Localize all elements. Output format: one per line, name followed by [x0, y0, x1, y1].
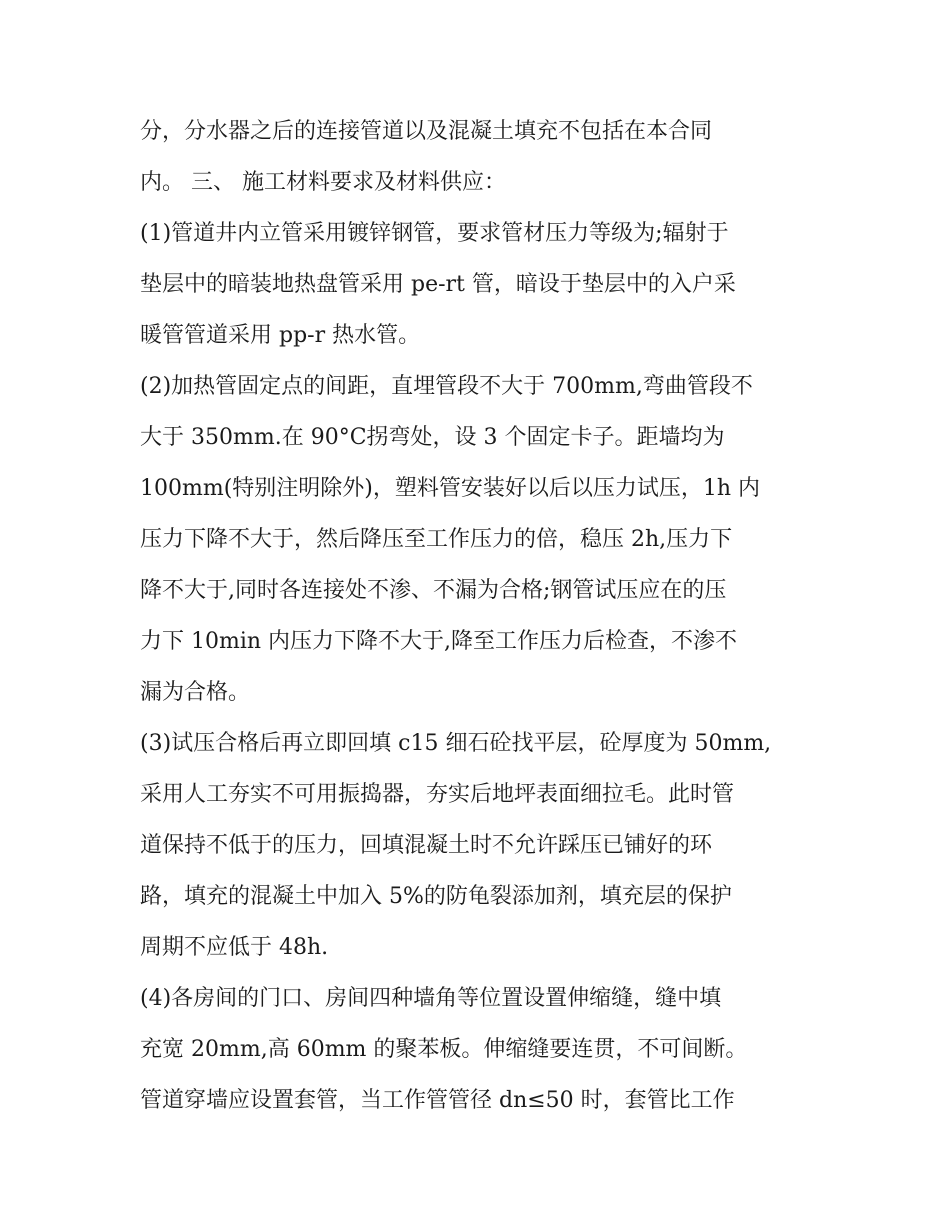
text-line: 管道穿墙应设置套管，当工作管管径 dn≤50 时，套管比工作 [140, 1088, 735, 1113]
text-line: 道保持不低于的压力，回填混凝土时不允许踩压已铺好的环 [140, 833, 713, 858]
text-line: 大于 350mm.在 90°C拐弯处，设 3 个固定卡子。距墙均为 [140, 425, 725, 450]
text-line: 漏为合格。 [140, 680, 251, 705]
text-line: (3)试压合格后再立即回填 c15 细石砼找平层，砼厚度为 50mm, [140, 731, 772, 756]
text-line: (4)各房间的门口、房间四种墙角等位置设置伸缩缝，缝中填 [140, 986, 722, 1011]
text-line: 力下 10min 内压力下降不大于,降至工作压力后检查，不渗不 [140, 629, 738, 654]
text-line: 采用人工夯实不可用振捣器，夯实后地坪表面细拉毛。此时管 [140, 782, 735, 807]
text-line: 压力下降不大于，然后降压至工作压力的倍，稳压 2h,压力下 [140, 527, 733, 552]
text-line: 周期不应低于 48h. [140, 935, 329, 960]
text-line: 暖管管道采用 pp-r 热水管。 [140, 323, 421, 348]
text-line: 分，分水器之后的连接管道以及混凝土填充不包括在本合同 [140, 119, 713, 144]
text-line: 路，填充的混凝土中加入 5%的防龟裂添加剂，填充层的保护 [140, 884, 732, 909]
document-body [140, 106, 820, 1126]
text-line: 100mm(特别注明除外)，塑料管安装好以后以压力试压，1h 内 [140, 476, 761, 501]
text-line: 充宽 20mm,高 60mm 的聚苯板。伸缩缝要连贯，不可间断。 [140, 1037, 748, 1062]
text-line: 降不大于,同时各连接处不渗、不漏为合格;钢管试压应在的压 [140, 578, 727, 603]
text-line: (2)加热管固定点的间距，直埋管段不大于 700mm,弯曲管段不 [140, 374, 753, 399]
text-line: 内。 三、 施工材料要求及材料供应： [140, 170, 506, 195]
text-line: (1)管道井内立管采用镀锌钢管，要求管材压力等级为;辐射于 [140, 221, 729, 246]
text-line: 垫层中的暗装地热盘管采用 pe-rt 管，暗设于垫层中的入户采 [140, 272, 736, 297]
